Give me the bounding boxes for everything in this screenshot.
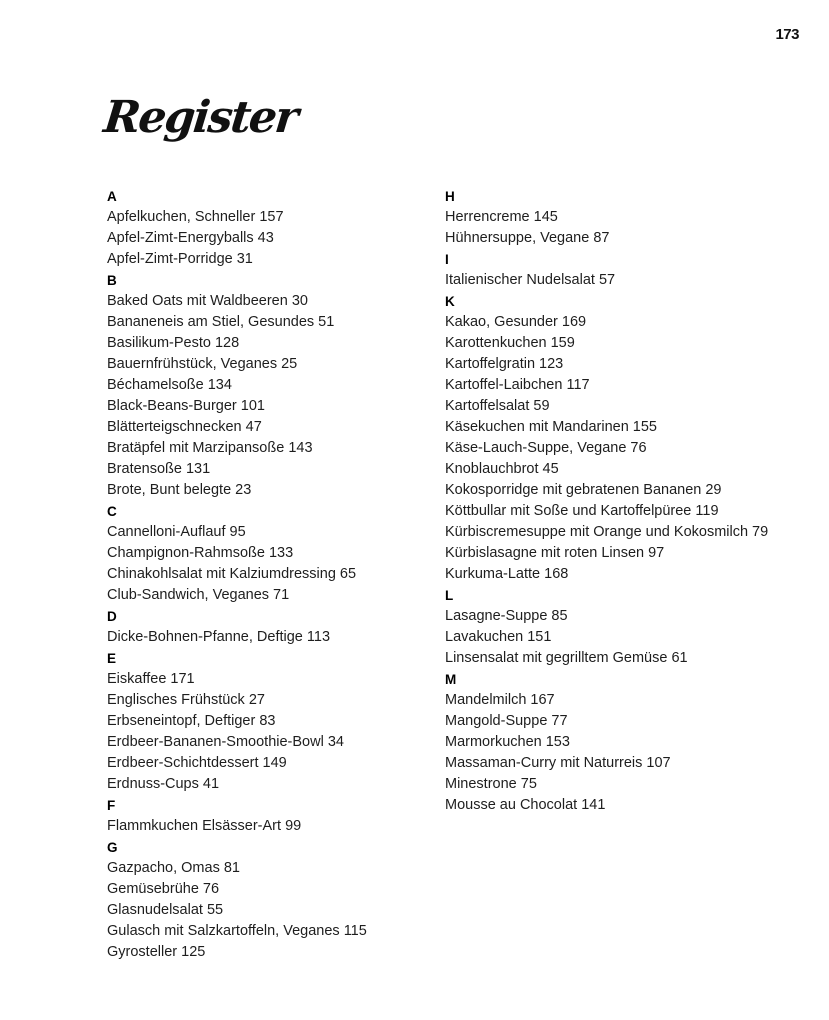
index-entry: Bananeneis am Stiel, Gesundes 51 [107, 314, 335, 330]
index-letter-heading: F [107, 798, 116, 813]
index-entry: Basilikum-Pesto 128 [107, 335, 240, 351]
index-letter-heading: E [107, 651, 117, 666]
index-entry: Glasnudelsalat 55 [107, 902, 224, 918]
index-letter-heading: K [445, 294, 455, 309]
index-entry: Baked Oats mit Waldbeeren 30 [107, 293, 308, 309]
index-entry: Mandelmilch 167 [445, 692, 555, 708]
index-column-left [107, 186, 367, 963]
index-letter-heading: C [107, 504, 117, 519]
index-entry: Erdnuss-Cups 41 [107, 776, 220, 792]
index-entry: Käse-Lauch-Suppe, Vegane 76 [445, 440, 647, 456]
index-entry: Italienischer Nudelsalat 57 [445, 272, 616, 288]
index-entry: Kakao, Gesunder 169 [445, 314, 587, 330]
index-entry: Béchamelsoße 134 [107, 377, 232, 393]
index-entry: Erdbeer-Bananen-Smoothie-Bowl 34 [107, 734, 344, 750]
index-entry: Apfelkuchen, Schneller 157 [107, 209, 284, 225]
index-entry: Chinakohlsalat mit Kalziumdressing 65 [107, 566, 357, 582]
index-letter-heading: B [107, 273, 117, 288]
index-letter-heading: D [107, 609, 117, 624]
index-entry: Erbseneintopf, Deftiger 83 [107, 713, 276, 729]
index-entry: Mangold-Suppe 77 [445, 713, 568, 729]
index-entry: Herrencreme 145 [445, 209, 558, 225]
index-entry: Bauernfrühstück, Veganes 25 [107, 356, 298, 372]
index-entry: Karottenkuchen 159 [445, 335, 575, 351]
index-entry: Champignon-Rahmsoße 133 [107, 545, 294, 561]
index-entry: Kartoffelgratin 123 [445, 356, 564, 372]
index-entry: Flammkuchen Elsässer-Art 99 [107, 818, 302, 834]
index-entry: Knoblauchbrot 45 [445, 461, 559, 477]
index-letter-heading: I [445, 252, 449, 267]
index-entry: Kartoffelsalat 59 [445, 398, 550, 414]
index-entry: Gazpacho, Omas 81 [107, 860, 240, 876]
index-entry: Kartoffel-Laibchen 117 [445, 377, 590, 393]
index-entry: Erdbeer-Schichtdessert 149 [107, 755, 287, 771]
index-entry: Massaman-Curry mit Naturreis 107 [445, 755, 671, 771]
index-entry: Eiskaffee 171 [107, 671, 195, 687]
index-entry: Kurkuma-Latte 168 [445, 566, 569, 582]
index-entry: Cannelloni-Auflauf 95 [107, 524, 246, 540]
index-entry: Kürbiscremesuppe mit Orange und Kokosmilch 79 [445, 524, 769, 540]
index-entry: Club-Sandwich, Veganes 71 [107, 587, 290, 603]
index-entry: Mousse au Chocolat 141 [445, 797, 606, 813]
index-entry: Englisches Frühstück 27 [107, 692, 265, 708]
index-entry: Marmorkuchen 153 [445, 734, 570, 750]
index-letter-heading: H [445, 189, 455, 204]
index-entry: Köttbullar mit Soße und Kartoffelpüree 119 [445, 503, 719, 519]
index-entry: Kokosporridge mit gebratenen Bananen 29 [445, 482, 722, 498]
page-number: 173 [775, 26, 799, 43]
index-letter-heading: G [107, 840, 118, 855]
index-letter-heading: L [445, 588, 454, 603]
index-letter-heading: A [107, 189, 117, 204]
index-entry: Apfel-Zimt-Porridge 31 [107, 251, 253, 267]
index-entry: Gyrosteller 125 [107, 944, 206, 960]
index-entry: Kürbislasagne mit roten Linsen 97 [445, 545, 665, 561]
index-column-right [445, 186, 768, 816]
index-entry: Apfel-Zimt-Energyballs 43 [107, 230, 274, 246]
index-entry: Gemüsebrühe 76 [107, 881, 220, 897]
page-title: Register [101, 92, 300, 143]
index-entry: Linsensalat mit gegrilltem Gemüse 61 [445, 650, 688, 666]
index-entry: Gulasch mit Salzkartoffeln, Veganes 115 [107, 923, 367, 939]
index-entry: Dicke-Bohnen-Pfanne, Deftige 113 [107, 629, 331, 645]
index-entry: Blätterteigschnecken 47 [107, 419, 262, 435]
index-entry: Bratäpfel mit Marzipansoße 143 [107, 440, 313, 456]
index-entry: Hühnersuppe, Vegane 87 [445, 230, 610, 246]
index-entry: Black-Beans-Burger 101 [107, 398, 265, 414]
index-letter-heading: M [445, 672, 457, 687]
index-entry: Lavakuchen 151 [445, 629, 552, 645]
index-entry: Brote, Bunt belegte 23 [107, 482, 252, 498]
index-entry: Lasagne-Suppe 85 [445, 608, 568, 624]
index-entry: Käsekuchen mit Mandarinen 155 [445, 419, 657, 435]
index-entry: Bratensoße 131 [107, 461, 211, 477]
index-entry: Minestrone 75 [445, 776, 537, 792]
